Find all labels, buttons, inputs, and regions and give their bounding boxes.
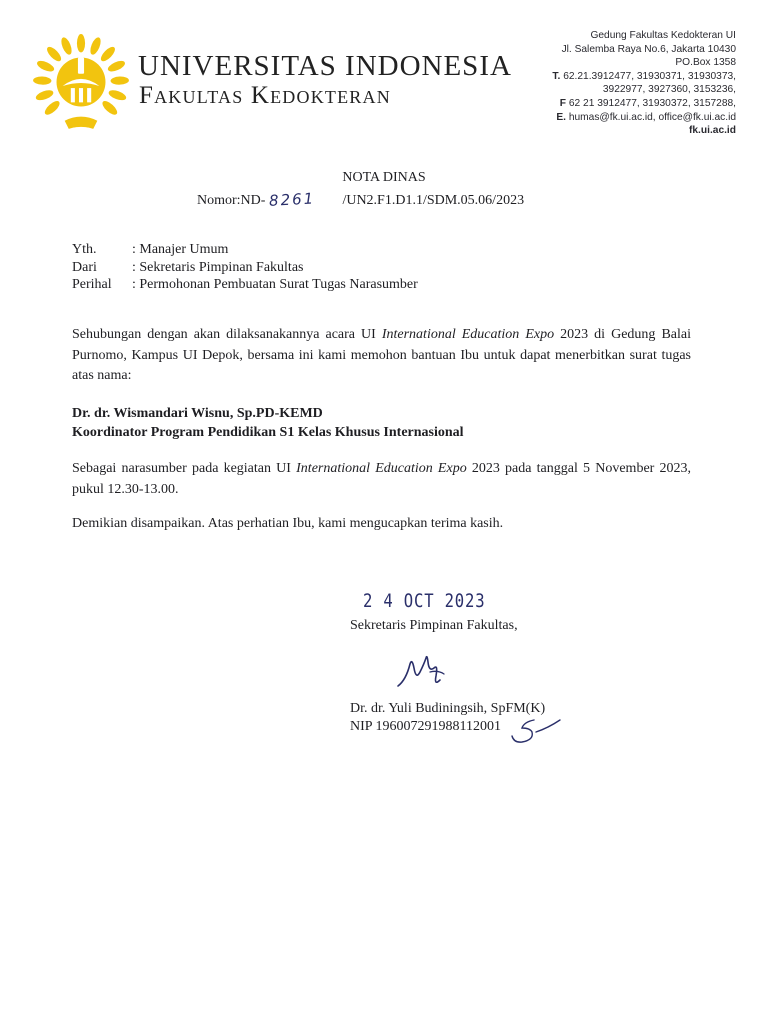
handwritten-signature — [394, 650, 464, 696]
address-block — [552, 29, 736, 138]
phone-line-2: 3922977, 3927360, 3153236, — [602, 84, 736, 96]
memo-title: NOTA DINAS — [342, 170, 426, 185]
memo-number: Nomor:ND- 8261 /UN2.F1.D1.1/SDM.05.06/2023 — [197, 189, 525, 210]
assignee-name: Dr. dr. Wismandari Wisnu, Sp.PD-KEMD — [72, 406, 323, 421]
website-line: fk.ui.ac.id — [689, 125, 736, 137]
date-stamp: 2 4 OCT 2023 — [363, 590, 486, 612]
body-paragraph-1: Sehubungan dengan akan dilaksanakannya acara UI International Education Expo 2023 di Gedung Balai Purnomo, Kampus UI Depok, bersama ini kami memohon bantuan Ibu untuk dapat menerbitkan surat tugas atas nama: — [72, 327, 691, 383]
handwritten-number: 8261 — [268, 189, 316, 210]
address-line-3: PO.Box 1358 — [675, 57, 736, 69]
assignee-block — [72, 404, 691, 442]
body-paragraph-2: Sebagai narasumber pada kegiatan UI International Education Expo 2023 pada tanggal 5 November 2023, pukul 12.30-13.00. — [72, 461, 691, 497]
signer-nip: NIP 196007291988112001 — [350, 719, 502, 734]
assignee-role: Koordinator Program Pendidikan S1 Kelas Khusus Internasional — [72, 425, 464, 440]
initial-paraf — [508, 716, 564, 746]
email-line: E. humas@fk.ui.ac.id, office@fk.ui.ac.id — [556, 111, 736, 123]
faculty-name: Fakultas Kedokteran — [139, 82, 391, 109]
meta-row-from: Dari : Sekretaris Pimpinan Fakultas — [72, 259, 304, 275]
ui-logo — [30, 33, 132, 135]
address-line-1: Gedung Fakultas Kedokteran UI — [590, 30, 736, 41]
meta-row-to: Yth. : Manajer Umum — [72, 242, 229, 257]
closing-paragraph: Demikian disampaikan. Atas perhatian Ibu, kami mengucapkan terima kasih. — [72, 516, 504, 531]
phone-line-1: T. 62.21.3912477, 31930371, 31930373, — [552, 70, 736, 82]
university-name: UNIVERSITAS INDONESIA — [138, 50, 512, 82]
signer-title: Sekretaris Pimpinan Fakultas, — [350, 618, 518, 633]
meta-row-subject: Perihal : Permohonan Pembuatan Surat Tugas Narasumber — [72, 277, 418, 292]
fax-line: F 62 21 3912477, 31930372, 3157288, — [559, 97, 736, 109]
address-line-2: Jl. Salemba Raya No.6, Jakarta 10430 — [561, 43, 736, 55]
memo-meta — [72, 241, 418, 294]
signer-name: Dr. dr. Yuli Budiningsih, SpFM(K) — [350, 701, 546, 716]
